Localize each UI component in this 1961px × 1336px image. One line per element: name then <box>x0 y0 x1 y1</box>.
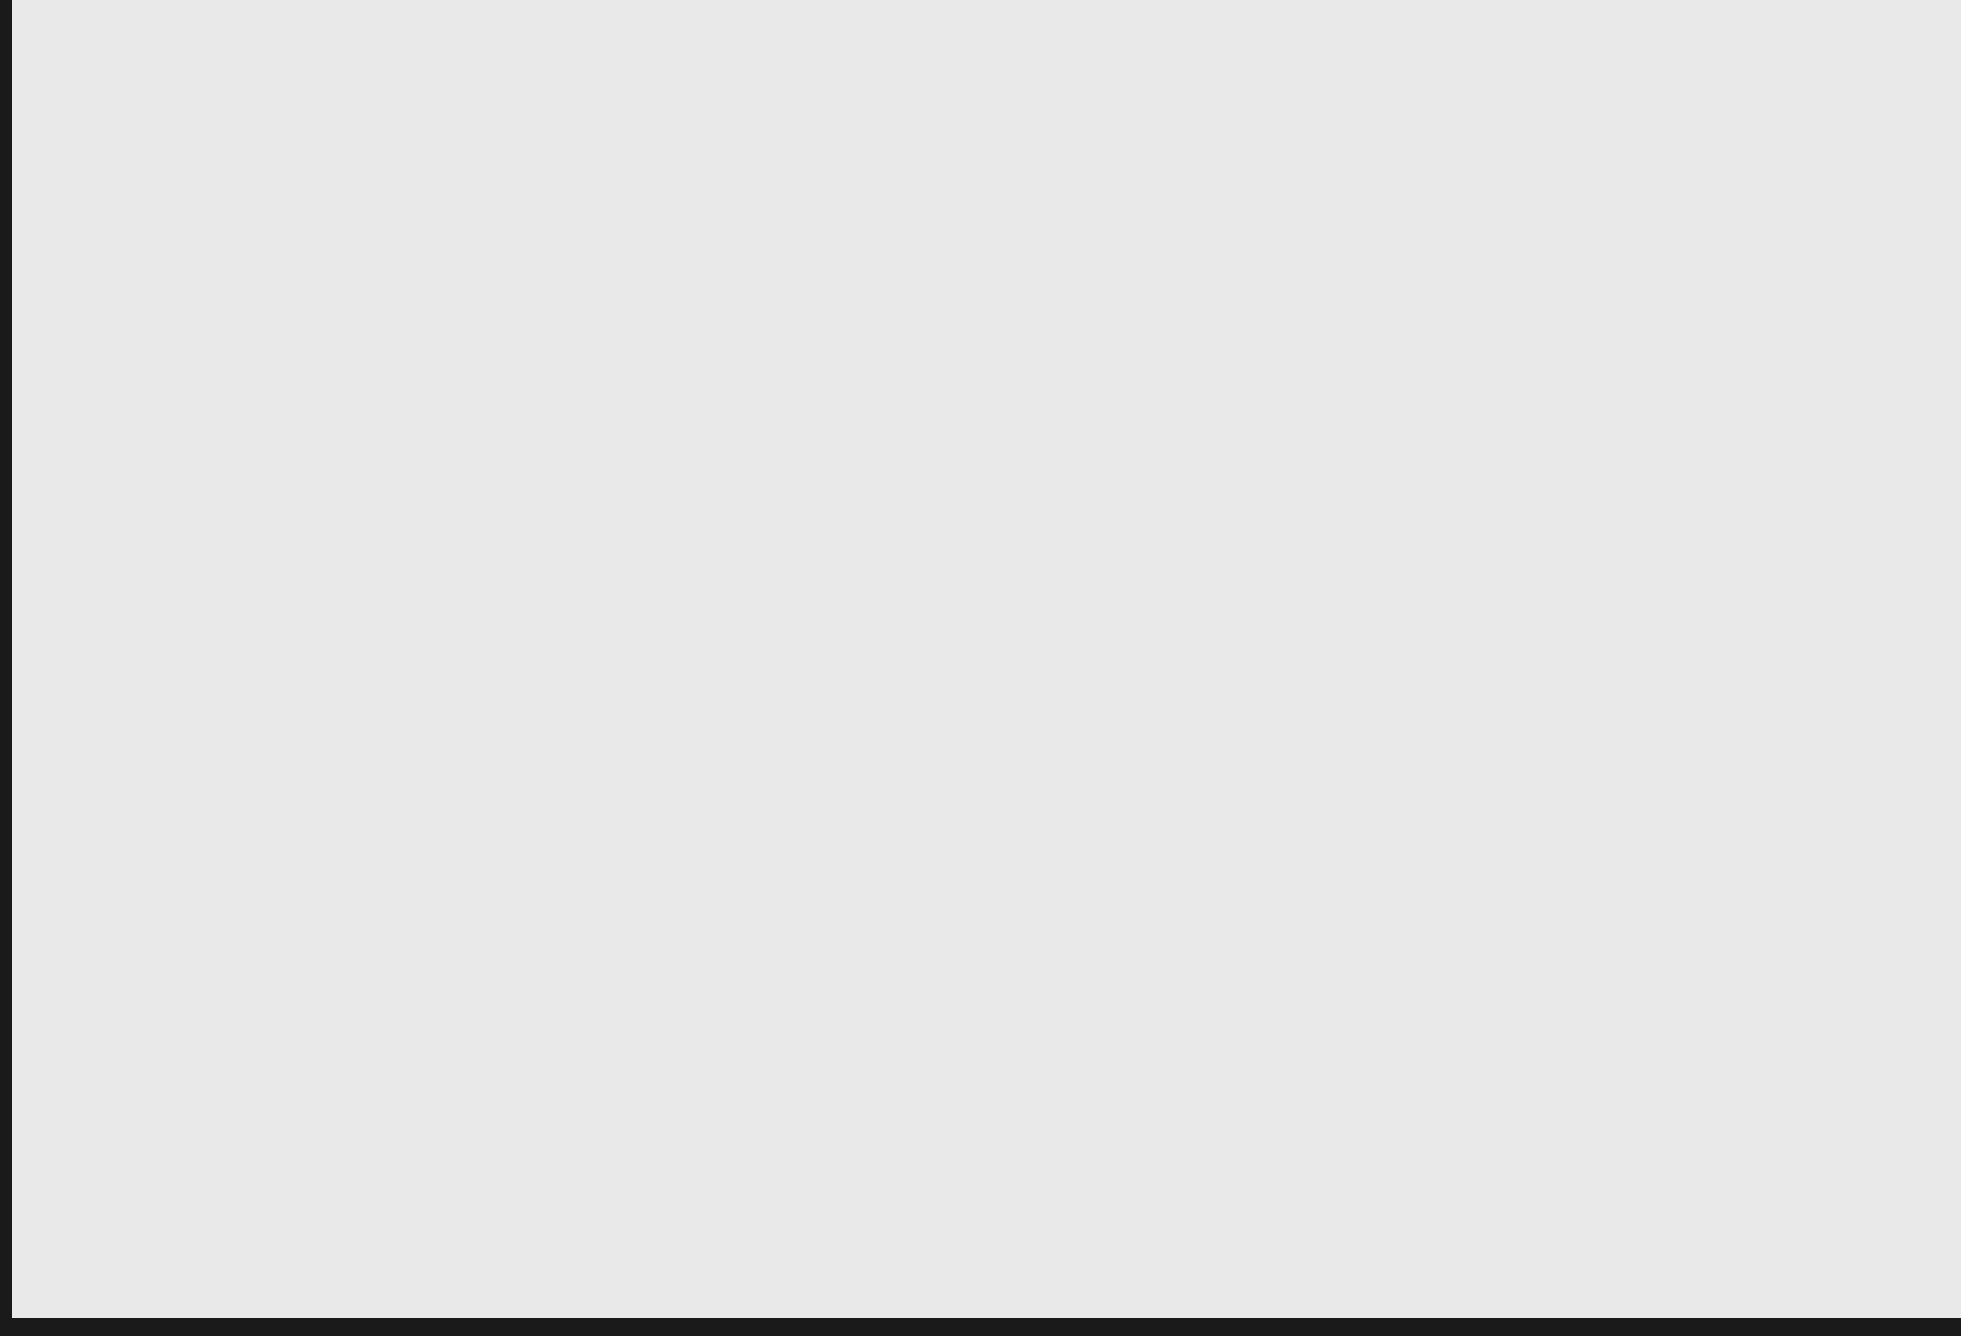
header-marital-status <box>1017 122 1077 126</box>
header-occupation <box>1254 118 1488 122</box>
header-residence <box>1500 138 1694 144</box>
header-birth-year <box>610 175 644 179</box>
header-floor <box>64 130 146 134</box>
header-remarks <box>1818 95 1914 99</box>
header-family-number <box>146 100 190 104</box>
header-birthplace <box>658 125 850 129</box>
table-grid <box>12 0 1961 1318</box>
header-citizenship <box>858 115 974 119</box>
census-sheet <box>12 0 1961 1318</box>
header-birth-day <box>568 175 602 179</box>
header-given-names <box>372 278 522 293</box>
header-family-position <box>1082 110 1244 114</box>
header-person-name <box>196 138 516 142</box>
header-sex <box>524 162 562 166</box>
